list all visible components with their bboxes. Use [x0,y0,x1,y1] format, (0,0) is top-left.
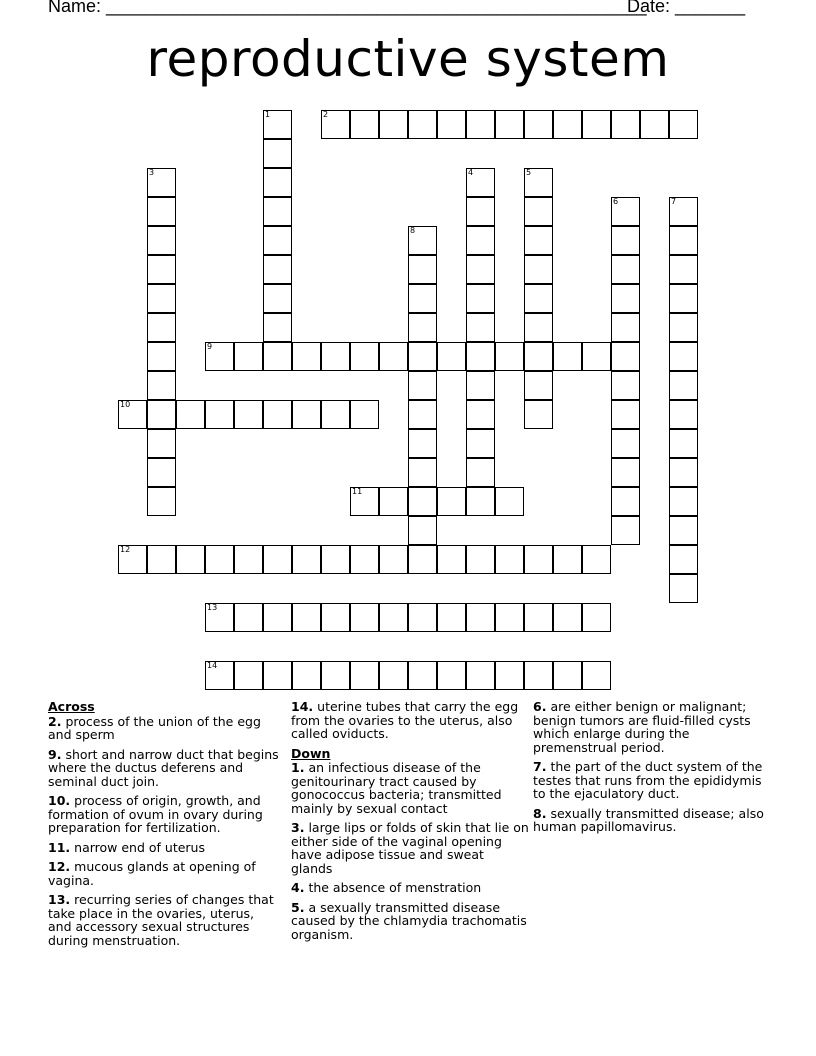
grid-cell[interactable] [263,342,292,371]
clue-across-9: 9. short and narrow duct that begins where the ductus deferens and seminal duct join. [48,746,279,789]
clue-number: 6 [613,197,619,206]
puzzle-title: reproductive system [146,30,670,88]
grid-cell[interactable] [611,516,640,545]
grid-cell[interactable] [408,313,437,342]
grid-cell[interactable] [263,545,292,574]
grid-cell[interactable] [611,342,640,371]
grid-cell[interactable] [263,197,292,226]
grid-cell[interactable] [437,110,466,139]
clue-down-4: 4. the absence of menstration [291,880,482,895]
clue-number: 11 [352,487,363,496]
grid-cell[interactable] [582,545,611,574]
clues-column-2 [291,700,529,947]
grid-cell[interactable] [321,400,350,429]
grid-cell[interactable] [321,661,350,690]
grid-cell[interactable] [437,342,466,371]
clue-number: 13 [207,603,218,612]
grid-cell[interactable] [524,342,553,371]
clue-number: 8 [410,226,416,235]
grid-cell[interactable] [147,371,176,400]
grid-cell[interactable] [234,545,263,574]
grid-cell[interactable] [350,661,379,690]
grid-cell[interactable] [147,400,176,429]
grid-cell[interactable] [466,110,495,139]
grid-cell[interactable] [466,168,495,197]
grid-cell[interactable] [524,603,553,632]
grid-cell[interactable] [524,226,553,255]
grid-cell[interactable] [524,545,553,574]
grid-cell[interactable] [379,487,408,516]
grid-cell[interactable] [263,139,292,168]
grid-cell[interactable] [524,197,553,226]
grid-cell[interactable] [669,255,698,284]
clue-number: 7 [671,197,677,206]
clue-down-6: 6. are either benign or malignant; benign tumors are fluid-filled cysts which enlarge during the premenstrual period. [533,699,751,755]
grid-cell[interactable] [466,342,495,371]
clue-number: 3 [149,168,155,177]
grid-cell[interactable] [582,342,611,371]
grid-cell[interactable] [408,342,437,371]
grid-cell[interactable] [669,545,698,574]
grid-cell[interactable] [321,603,350,632]
grid-cell[interactable] [640,110,669,139]
grid-cell[interactable] [147,168,176,197]
grid-cell[interactable] [118,545,147,574]
grid-cell[interactable] [669,516,698,545]
grid-cell[interactable] [292,603,321,632]
grid-cell[interactable] [408,516,437,545]
grid-cell[interactable] [205,603,234,632]
grid-cell[interactable] [263,400,292,429]
grid-cell[interactable] [292,342,321,371]
grid-cell[interactable] [669,226,698,255]
grid-cell[interactable] [582,110,611,139]
grid-cell[interactable] [524,661,553,690]
grid-cell[interactable] [205,342,234,371]
grid-cell[interactable] [263,313,292,342]
grid-cell[interactable] [553,342,582,371]
grid-cell[interactable] [263,661,292,690]
clue-across-10: 10. process of origin, growth, and formation of ovum in ovary during preparation for fertilization. [48,793,263,835]
clue-number: 14 [207,661,218,670]
grid-cell[interactable] [495,487,524,516]
grid-cell[interactable] [669,313,698,342]
grid-cell[interactable] [495,110,524,139]
grid-cell[interactable] [234,400,263,429]
grid-cell[interactable] [321,342,350,371]
grid-cell[interactable] [408,284,437,313]
grid-cell[interactable] [437,661,466,690]
grid-cell[interactable] [205,545,234,574]
grid-cell[interactable] [147,487,176,516]
grid-cell[interactable] [669,487,698,516]
grid-cell[interactable] [669,342,698,371]
grid-cell[interactable] [611,110,640,139]
grid-cell[interactable] [379,661,408,690]
grid-cell[interactable] [408,255,437,284]
grid-cell[interactable] [524,371,553,400]
grid-cell[interactable] [466,545,495,574]
clue-across-12: 12. mucous glands at opening of vagina. [48,859,256,888]
grid-cell[interactable] [147,197,176,226]
grid-cell[interactable] [263,603,292,632]
grid-cell[interactable] [669,458,698,487]
grid-cell[interactable] [408,226,437,255]
grid-cell[interactable] [669,400,698,429]
grid-cell[interactable] [553,110,582,139]
grid-cell[interactable] [147,429,176,458]
clue-across-2: 2. process of the union of the egg and sperm [48,713,261,742]
grid-cell[interactable] [176,545,205,574]
grid-cell[interactable] [408,661,437,690]
grid-cell[interactable] [408,400,437,429]
clue-across-11: 11. narrow end of uterus [48,839,205,855]
grid-cell[interactable] [553,661,582,690]
grid-cell[interactable] [147,255,176,284]
grid-cell[interactable] [408,110,437,139]
grid-cell[interactable] [263,168,292,197]
grid-cell[interactable] [408,603,437,632]
grid-cell[interactable] [379,342,408,371]
grid-cell[interactable] [669,429,698,458]
grid-cell[interactable] [466,226,495,255]
clue-down-5: 5. a sexually transmitted disease caused by the chlamydia trachomatis organism. [291,899,527,942]
grid-cell[interactable] [234,661,263,690]
grid-cell[interactable] [408,545,437,574]
date-field[interactable]: Date: _______ [627,0,746,16]
grid-cell[interactable] [524,255,553,284]
grid-cell[interactable] [379,603,408,632]
clue-across-14: 14. uterine tubes that carry the egg from the ovaries to the uterus, also called oviducts. [291,699,519,741]
grid-cell[interactable] [611,458,640,487]
grid-cell[interactable] [205,400,234,429]
grid-cell[interactable] [234,603,263,632]
grid-cell[interactable] [466,661,495,690]
clue-across-13: 13. recurring series of changes that take place in the ovaries, uterus, and accessory sexual structures during menstruation. [48,892,274,948]
grid-cell[interactable] [611,487,640,516]
grid-cell[interactable] [118,400,147,429]
grid-cell[interactable] [524,400,553,429]
grid-cell[interactable] [408,371,437,400]
grid-cell[interactable] [611,313,640,342]
grid-cell[interactable] [611,429,640,458]
grid-cell[interactable] [466,284,495,313]
grid-cell[interactable] [495,342,524,371]
grid-cell[interactable] [495,603,524,632]
grid-cell[interactable] [408,458,437,487]
grid-cell[interactable] [466,458,495,487]
grid-cell[interactable] [611,255,640,284]
grid-cell[interactable] [466,371,495,400]
grid-cell[interactable] [553,545,582,574]
grid-cell[interactable] [147,284,176,313]
grid-cell[interactable] [321,545,350,574]
grid-cell[interactable] [350,545,379,574]
grid-cell[interactable] [350,603,379,632]
grid-cell[interactable] [437,545,466,574]
grid-cell[interactable] [437,603,466,632]
grid-cell[interactable] [147,458,176,487]
grid-cell[interactable] [350,110,379,139]
grid-cell[interactable] [524,284,553,313]
grid-cell[interactable] [524,168,553,197]
name-field[interactable]: Name: ______________________________________________________ [48,0,647,16]
grid-cell[interactable] [147,342,176,371]
grid-cell[interactable] [350,342,379,371]
across-heading: Across [48,699,95,714]
grid-cell[interactable] [234,342,263,371]
grid-cell[interactable] [437,487,466,516]
clue-down-7: 7. the part of the duct system of the testes that runs from the epididymis to the ejaculatory duct. [533,759,763,801]
grid-cell[interactable] [669,197,698,226]
grid-cell[interactable] [321,110,350,139]
clue-number: 1 [265,110,271,119]
grid-cell[interactable] [611,371,640,400]
clue-down-8: 8. sexually transmitted disease; also human papillomavirus. [533,805,764,834]
grid-cell[interactable] [350,400,379,429]
clue-number: 5 [526,168,532,177]
clue-number: 4 [468,168,474,177]
grid-cell[interactable] [292,545,321,574]
grid-cell[interactable] [350,487,379,516]
grid-cell[interactable] [466,487,495,516]
clues-column-3 [533,700,773,840]
grid-cell[interactable] [582,661,611,690]
grid-cell[interactable] [466,197,495,226]
grid-cell[interactable] [495,661,524,690]
grid-cell[interactable] [466,400,495,429]
grid-cell[interactable] [408,429,437,458]
grid-cell[interactable] [379,545,408,574]
grid-cell[interactable] [292,400,321,429]
grid-cell[interactable] [263,284,292,313]
down-heading: Down [291,745,331,761]
clue-number: 9 [207,342,213,351]
grid-cell[interactable] [263,255,292,284]
grid-cell[interactable] [466,603,495,632]
grid-cell[interactable] [669,284,698,313]
grid-cell[interactable] [263,110,292,139]
clue-number: 12 [120,545,131,554]
grid-cell[interactable] [147,545,176,574]
grid-cell[interactable] [147,226,176,255]
grid-cell[interactable] [205,661,234,690]
grid-cell[interactable] [379,110,408,139]
grid-cell[interactable] [582,603,611,632]
clue-down-3: 3. large lips or folds of skin that lie on either side of the vaginal opening have adipose tissue and sweat glands [291,820,529,876]
grid-cell[interactable] [495,545,524,574]
grid-cell[interactable] [669,371,698,400]
grid-cell[interactable] [611,226,640,255]
grid-cell[interactable] [611,284,640,313]
clues-column-1 [48,700,280,953]
grid-cell[interactable] [553,603,582,632]
grid-cell[interactable] [669,110,698,139]
grid-cell[interactable] [263,226,292,255]
grid-cell[interactable] [524,313,553,342]
clue-number: 10 [120,400,131,409]
grid-cell[interactable] [611,400,640,429]
grid-cell[interactable] [176,400,205,429]
grid-cell[interactable] [466,255,495,284]
grid-cell[interactable] [524,110,553,139]
grid-cell[interactable] [147,313,176,342]
clue-down-1: 1. an infectious disease of the genitourinary tract caused by gonococcus bacteria; transmitted mainly by sexual contact [291,760,502,816]
grid-cell[interactable] [466,313,495,342]
grid-cell[interactable] [611,197,640,226]
clue-number: 2 [323,110,329,119]
grid-cell[interactable] [292,661,321,690]
grid-cell[interactable] [669,574,698,603]
grid-cell[interactable] [466,429,495,458]
grid-cell[interactable] [408,487,437,516]
